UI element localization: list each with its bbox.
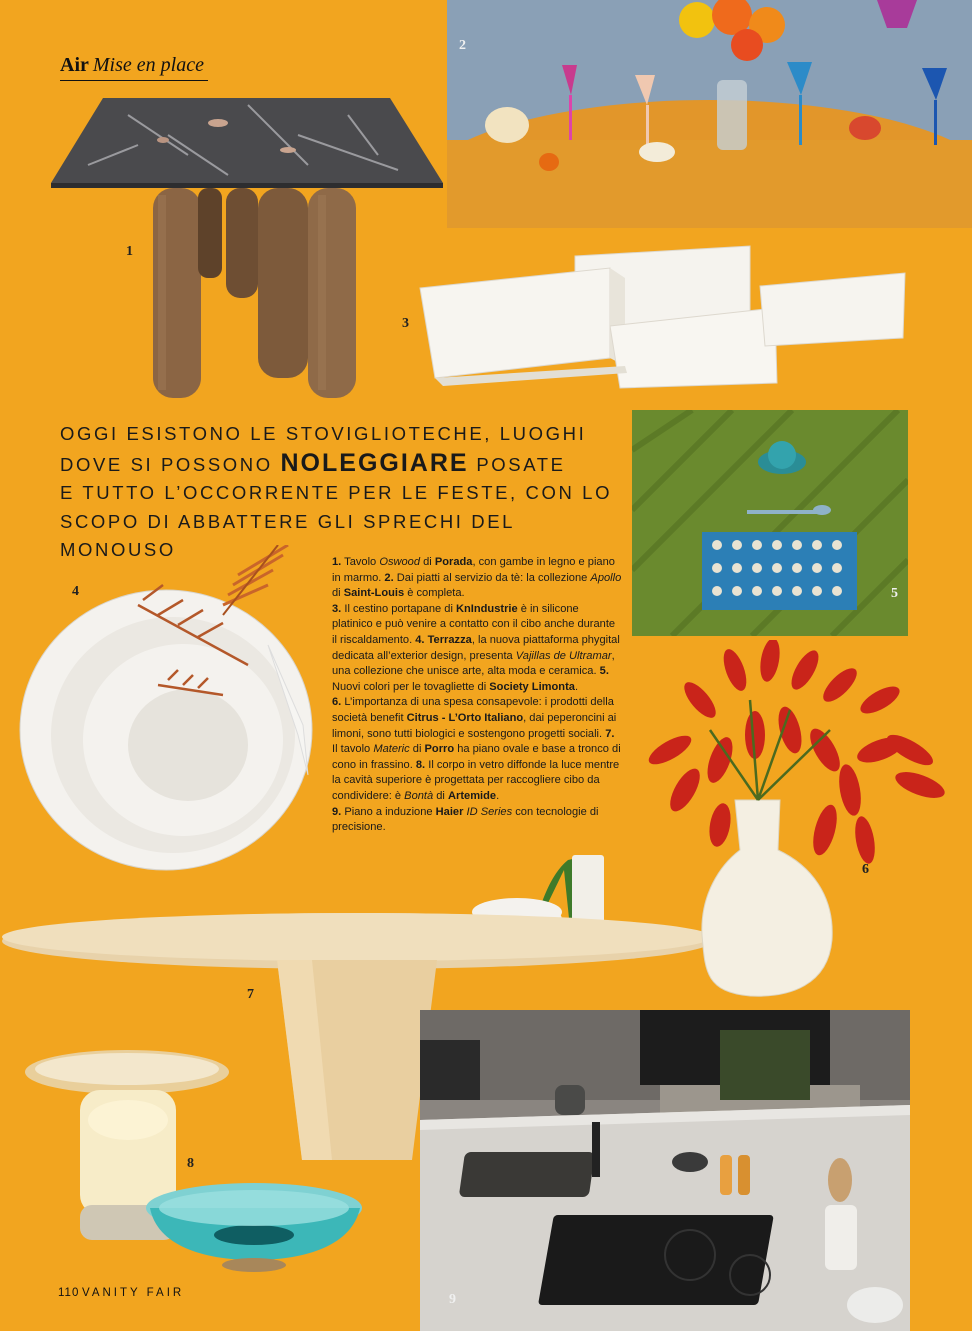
item-1-product: Oswood: [379, 556, 421, 568]
section-title: [60, 54, 204, 77]
item-4-brand: Terrazza: [427, 633, 472, 646]
headline-line-2-b: POSATE: [476, 453, 566, 475]
item-1-text-c: , con gambe in legno e piano in marmo.: [332, 556, 615, 584]
section-underline: [60, 80, 208, 81]
item-8-text-c: .: [496, 789, 500, 802]
item-8-text-b: di: [436, 789, 445, 802]
item-6-text-c: , dai peperoncini ai limoni, sono tutti biologici e sostengono progetti sociali.: [332, 711, 617, 740]
item-number-5: 5: [891, 586, 898, 601]
item-4-text-c: , una collezione che unisce arte, alta moda e ceramica.: [332, 649, 615, 678]
item-2-brand: Saint-Louis: [343, 587, 405, 600]
item-6-number: 6.: [332, 696, 342, 709]
item-number-9: 9: [449, 1292, 456, 1307]
body-copy: [332, 555, 622, 836]
item-7-text-b: di: [412, 743, 422, 756]
item-2-text-b: di: [332, 587, 341, 600]
placemat-photo: [632, 410, 908, 636]
section-brand: Air: [60, 54, 89, 76]
headline-line-2-a: DOVE SI POSSONO: [60, 453, 273, 475]
item-7-text-c: ha piano ovale e base a tronco di cono in frassino.: [332, 743, 621, 771]
item-number-4: 4: [72, 584, 79, 599]
headline-line-3: E TUTTO L’OCCORRENTE PER LE FESTE, CON LO: [60, 482, 613, 503]
item-number-7: 7: [247, 987, 254, 1002]
item-5-text-a: Nuovi colori per le tovagliette di: [332, 680, 487, 693]
item-8-brand: Artemide: [448, 789, 497, 802]
item-2-product: Apollo: [590, 571, 622, 584]
item-number-8: 8: [187, 1156, 194, 1171]
item-4-product: Vajillas de Ultramar: [515, 649, 612, 662]
item-8-product: Bontà: [404, 789, 434, 802]
item-7-text-a: Il tavolo: [332, 743, 371, 756]
item-8-text-a: Il corpo in vetro diffonde la luce mentre la cavità superiore è progettata per raccogliere cibo da condividere: è: [332, 758, 620, 802]
bonta-lamp-image: [22, 1045, 372, 1275]
item-5-number: 5.: [599, 665, 609, 678]
item-1-number: 1.: [332, 556, 342, 568]
item-1-text-b: di: [423, 556, 432, 568]
item-9-text-a: Piano a induzione: [344, 805, 433, 818]
item-9-product: ID Series: [466, 805, 513, 818]
item-number-6: 6: [862, 862, 869, 877]
item-2-number: 2.: [384, 571, 394, 584]
bread-baskets-image: [415, 238, 915, 393]
item-6-brand: Citrus - L’Orto Italiano: [406, 711, 524, 724]
item-5-brand: Society Limonta: [489, 680, 575, 693]
item-5-text-c: .: [574, 680, 579, 693]
item-3-number: 3.: [332, 602, 342, 615]
item-number-3: 3: [402, 316, 409, 331]
headline-emphasis: NOLEGGIARE: [280, 448, 469, 477]
headline-line-1: OGGI ESISTONO LE STOVIGLIOTECHE, LUOGHI: [60, 423, 587, 444]
item-number-2: 2: [459, 38, 466, 53]
item-9-brand: Haier: [435, 805, 464, 818]
item-7-brand: Porro: [424, 743, 455, 756]
item-3-brand: KnIndustrie: [456, 602, 518, 615]
headline-line-4: SCOPO DI ABBATTERE GLI SPRECHI DEL MONOUSO: [60, 510, 515, 560]
page-number: 110: [58, 1287, 80, 1299]
item-number-1: 1: [126, 244, 133, 259]
item-2-text-a: Dai piatti al servizio da tè: la collezione: [396, 571, 588, 584]
chili-vase-image: [640, 640, 960, 1000]
item-3-text-c: è in silicone platinico e può venire a contatto con il cibo anche durante il riscaldamento.: [332, 602, 616, 646]
item-6-text-a: L’importanza di una spesa consapevole: i prodotti della società benefit: [332, 696, 614, 724]
item-7-product: Materic: [373, 743, 410, 756]
page-headline: [60, 420, 620, 565]
marble-table-image: [48, 95, 448, 405]
item-9-number: 9.: [332, 805, 342, 818]
headline-line-2: [60, 449, 620, 480]
item-2-text-c: è completa.: [407, 587, 465, 600]
item-7-number: 7.: [605, 727, 615, 740]
glassware-photo: [447, 0, 972, 228]
magazine-name: VANITY FAIR: [82, 1287, 185, 1299]
item-4-number: 4.: [415, 633, 425, 646]
kitchen-photo: [420, 1010, 910, 1331]
item-9-text-c: con tecnologie di precisione.: [332, 805, 599, 834]
item-1-brand: Porada: [434, 556, 473, 568]
item-3-text-a: Il cestino portapane di: [344, 602, 453, 615]
section-subtitle: Mise en place: [92, 54, 204, 76]
item-4-text-a: , la nuova piattaforma phygital dedicata all’exterior design, presenta: [332, 633, 620, 662]
item-1-text-a: Tavolo: [344, 556, 377, 568]
item-8-number: 8.: [415, 758, 426, 771]
